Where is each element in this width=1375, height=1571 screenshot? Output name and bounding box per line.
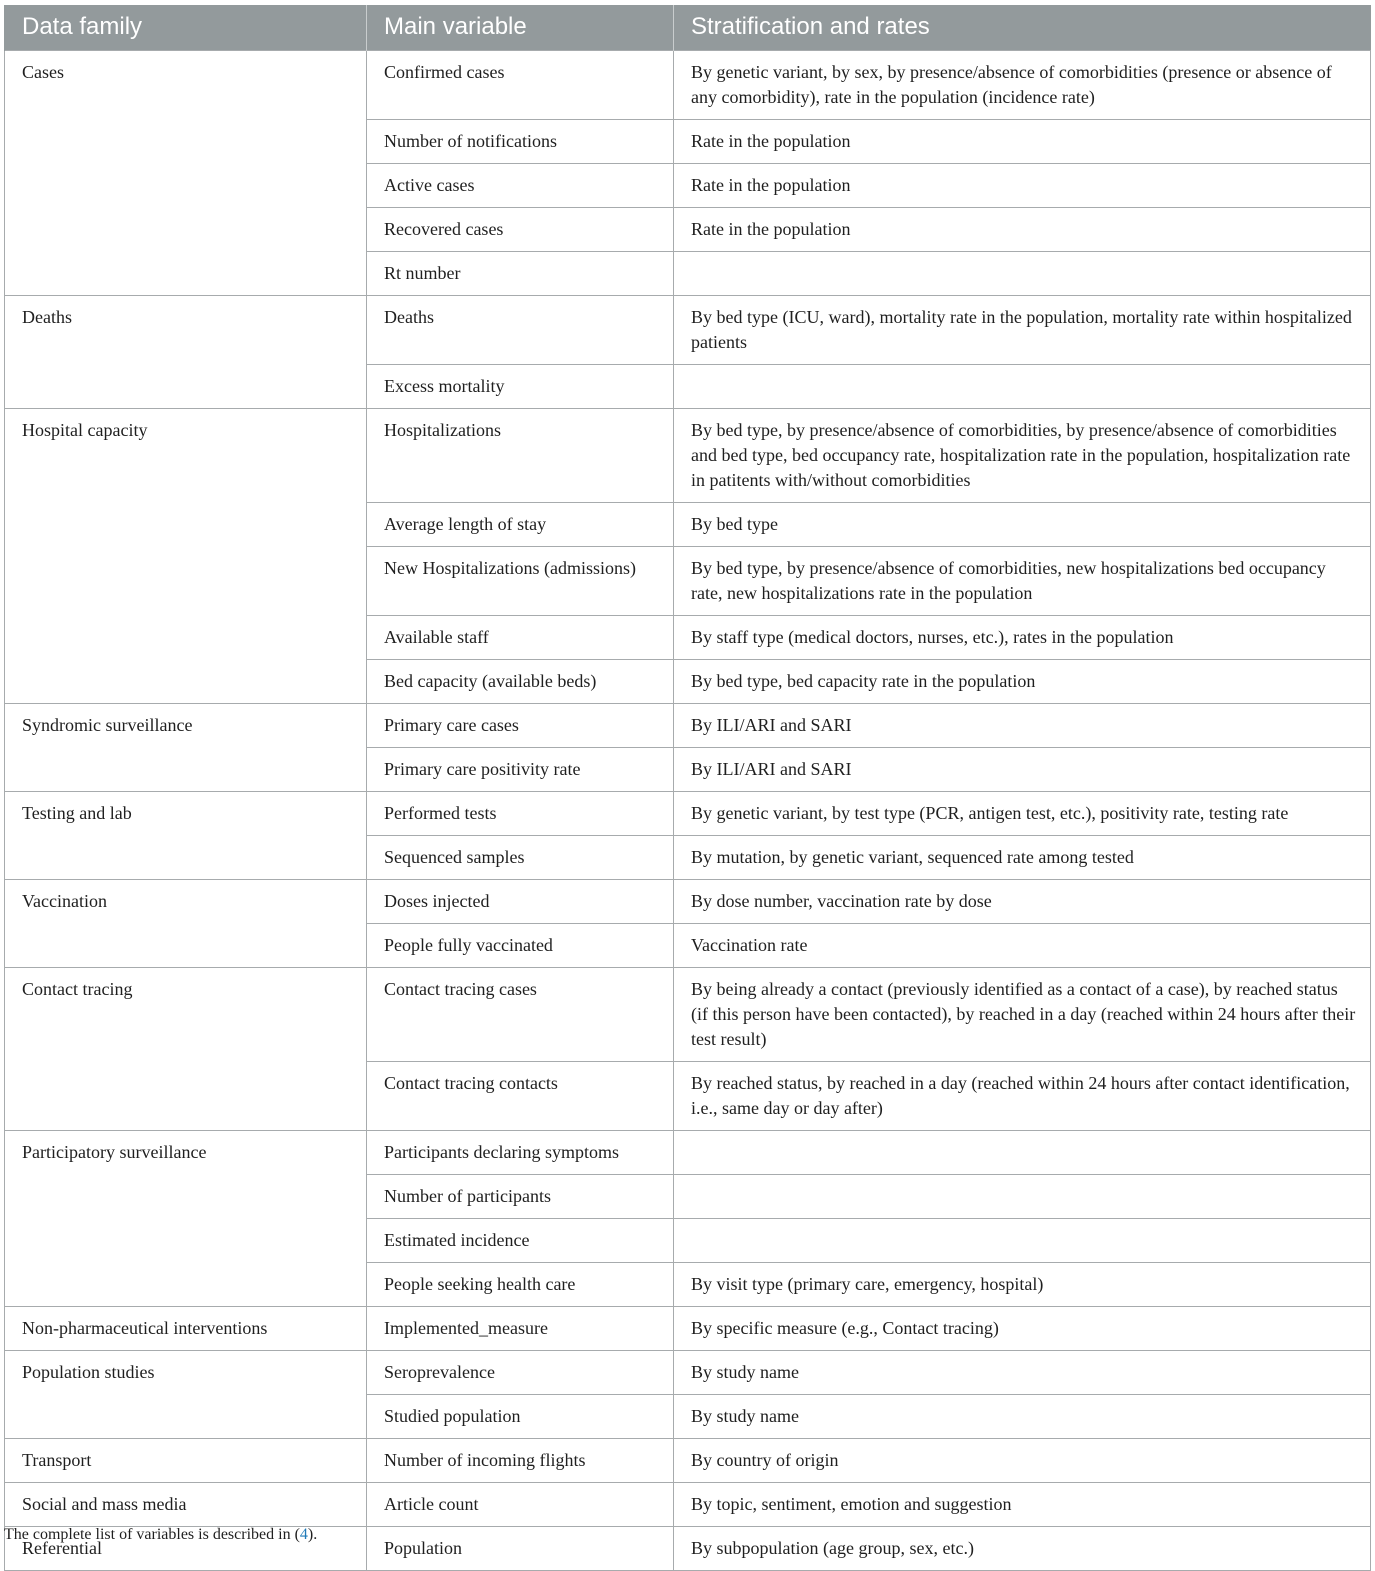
stratification-cell: Rate in the population: [674, 119, 1371, 163]
main-variable-cell: People seeking health care: [367, 1262, 674, 1306]
stratification-cell: [674, 251, 1371, 295]
main-variable-cell: Number of participants: [367, 1174, 674, 1218]
header-stratification: Stratification and rates: [674, 5, 1371, 50]
data-family-cell: Testing and lab: [5, 791, 367, 879]
main-variable-cell: Performed tests: [367, 791, 674, 835]
table-footnote: [4, 1526, 317, 1544]
data-family-cell: Syndromic surveillance: [5, 703, 367, 791]
data-family-cell: Contact tracing: [5, 967, 367, 1130]
table-header: [5, 5, 1371, 50]
main-variable-cell: New Hospitalizations (admissions): [367, 546, 674, 615]
main-variable-cell: Doses injected: [367, 879, 674, 923]
stratification-cell: By genetic variant, by test type (PCR, antigen test, etc.), positivity rate, testing rate: [674, 791, 1371, 835]
table-row: [5, 791, 1371, 835]
main-variable-cell: Available staff: [367, 615, 674, 659]
table-row: [5, 967, 1371, 1061]
main-variable-cell: Active cases: [367, 163, 674, 207]
table-row: [5, 295, 1371, 364]
stratification-cell: By bed type, by presence/absence of comorbidities, by presence/absence of comorbidities and bed type, bed occupancy rate, hospitalization rate in the population, hospitalization rate in patitents with/without comorbidities: [674, 408, 1371, 502]
table-row: [5, 1306, 1371, 1350]
table-row: [5, 1438, 1371, 1482]
stratification-cell: By bed type: [674, 502, 1371, 546]
header-data-family: Data family: [5, 5, 367, 50]
stratification-cell: [674, 1174, 1371, 1218]
data-family-cell: Non-pharmaceutical interventions: [5, 1306, 367, 1350]
main-variable-cell: Number of notifications: [367, 119, 674, 163]
table-body: [5, 50, 1371, 1570]
main-variable-cell: Confirmed cases: [367, 50, 674, 119]
main-variable-cell: Implemented_measure: [367, 1306, 674, 1350]
data-family-cell: Referential: [5, 1526, 367, 1570]
main-variable-cell: Estimated incidence: [367, 1218, 674, 1262]
stratification-cell: [674, 1218, 1371, 1262]
table-row: [5, 1350, 1371, 1394]
main-variable-cell: Studied population: [367, 1394, 674, 1438]
table-row: [5, 50, 1371, 119]
stratification-cell: By dose number, vaccination rate by dose: [674, 879, 1371, 923]
table-row: [5, 408, 1371, 502]
main-variable-cell: Participants declaring symptoms: [367, 1130, 674, 1174]
main-variable-cell: Article count: [367, 1482, 674, 1526]
main-variable-cell: Number of incoming flights: [367, 1438, 674, 1482]
main-variable-cell: Hospitalizations: [367, 408, 674, 502]
main-variable-cell: Recovered cases: [367, 207, 674, 251]
stratification-cell: By ILI/ARI and SARI: [674, 703, 1371, 747]
data-family-cell: Transport: [5, 1438, 367, 1482]
stratification-cell: By being already a contact (previously identified as a contact of a case), by reached status (if this person have been contacted), by reached in a day (reached within 24 hours after their test result): [674, 967, 1371, 1061]
data-family-cell: Deaths: [5, 295, 367, 408]
stratification-cell: By specific measure (e.g., Contact tracing): [674, 1306, 1371, 1350]
main-variable-cell: Primary care cases: [367, 703, 674, 747]
stratification-cell: Rate in the population: [674, 163, 1371, 207]
table-row: [5, 1130, 1371, 1174]
stratification-cell: Rate in the population: [674, 207, 1371, 251]
variables-table: [4, 5, 1371, 1571]
main-variable-cell: Contact tracing contacts: [367, 1061, 674, 1130]
header-row: [5, 5, 1371, 50]
stratification-cell: By bed type, bed capacity rate in the population: [674, 659, 1371, 703]
data-family-cell: Participatory surveillance: [5, 1130, 367, 1306]
stratification-cell: By reached status, by reached in a day (reached within 24 hours after contact identification, i.e., same day or day after): [674, 1061, 1371, 1130]
stratification-cell: By ILI/ARI and SARI: [674, 747, 1371, 791]
main-variable-cell: Excess mortality: [367, 364, 674, 408]
stratification-cell: By subpopulation (age group, sex, etc.): [674, 1526, 1371, 1570]
stratification-cell: By mutation, by genetic variant, sequenced rate among tested: [674, 835, 1371, 879]
table-row: [5, 1482, 1371, 1526]
header-main-variable: Main variable: [367, 5, 674, 50]
stratification-cell: By bed type (ICU, ward), mortality rate in the population, mortality rate within hospitalized patients: [674, 295, 1371, 364]
main-variable-cell: Contact tracing cases: [367, 967, 674, 1061]
main-variable-cell: Sequenced samples: [367, 835, 674, 879]
stratification-cell: By country of origin: [674, 1438, 1371, 1482]
stratification-cell: By visit type (primary care, emergency, hospital): [674, 1262, 1371, 1306]
stratification-cell: [674, 1130, 1371, 1174]
stratification-cell: By bed type, by presence/absence of comorbidities, new hospitalizations bed occupancy rate, new hospitalizations rate in the population: [674, 546, 1371, 615]
stratification-cell: By topic, sentiment, emotion and suggestion: [674, 1482, 1371, 1526]
stratification-cell: [674, 364, 1371, 408]
stratification-cell: By study name: [674, 1350, 1371, 1394]
stratification-cell: By genetic variant, by sex, by presence/absence of comorbidities (presence or absence of any comorbidity), rate in the population (incidence rate): [674, 50, 1371, 119]
main-variable-cell: Population: [367, 1526, 674, 1570]
data-family-cell: Vaccination: [5, 879, 367, 967]
data-family-cell: Social and mass media: [5, 1482, 367, 1526]
reference-link[interactable]: 4: [299, 1526, 308, 1543]
stratification-cell: By staff type (medical doctors, nurses, etc.), rates in the population: [674, 615, 1371, 659]
main-variable-cell: Seroprevalence: [367, 1350, 674, 1394]
main-variable-cell: Bed capacity (available beds): [367, 659, 674, 703]
footnote-text-end: ).: [307, 1526, 318, 1543]
data-family-cell: Hospital capacity: [5, 408, 367, 703]
table-row: [5, 703, 1371, 747]
table-row: [5, 879, 1371, 923]
stratification-cell: Vaccination rate: [674, 923, 1371, 967]
data-family-cell: Cases: [5, 50, 367, 295]
main-variable-cell: Primary care positivity rate: [367, 747, 674, 791]
stratification-cell: By study name: [674, 1394, 1371, 1438]
main-variable-cell: Rt number: [367, 251, 674, 295]
variables-table-container: [4, 5, 1370, 1571]
main-variable-cell: People fully vaccinated: [367, 923, 674, 967]
data-family-cell: Population studies: [5, 1350, 367, 1438]
main-variable-cell: Average length of stay: [367, 502, 674, 546]
main-variable-cell: Deaths: [367, 295, 674, 364]
footnote-text: The complete list of variables is described in (: [4, 1526, 300, 1543]
